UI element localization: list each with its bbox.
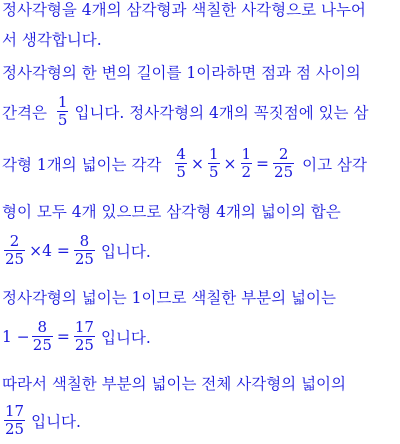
times-four-equals: ×4 = [29, 241, 70, 260]
fraction-17-25 [74, 319, 95, 354]
line4-after: 입니다. 정사각형의 4개의 꼭짓점에 있는 삼 [74, 103, 369, 122]
frac-denominator: 5 [208, 163, 219, 181]
frac-numerator: 4 [176, 145, 186, 163]
frac-denominator: 2 [241, 163, 252, 181]
frac-denominator: 25 [74, 336, 94, 354]
text-line-6: 형이 모두 4개 있으므로 삼각형 4개의 넓이의 합은 [2, 203, 341, 221]
line9-after: 입니다. [100, 328, 151, 347]
frac-numerator: 17 [74, 318, 94, 336]
text-line-7 [2, 233, 151, 268]
frac-denominator: 5 [57, 111, 68, 129]
frac-denominator: 25 [274, 163, 294, 181]
equals-sign: = [256, 154, 270, 173]
fraction-17-25 [4, 403, 25, 438]
line4-before: 간격은 [2, 103, 47, 122]
equals-sign: = [56, 327, 70, 346]
fraction-2-25 [4, 233, 25, 268]
text-line-3: 정사각형의 한 변의 길이를 1이라하면 점과 점 사이의 [2, 64, 361, 82]
frac-denominator: 5 [176, 163, 186, 181]
fraction-1-5 [57, 94, 69, 129]
frac-numerator: 1 [241, 145, 252, 163]
frac-numerator: 1 [57, 93, 68, 111]
fraction-4-5 [175, 146, 187, 181]
times-sign: × [223, 154, 237, 173]
text-line-10: 따라서 색칠한 부분의 넓이는 전체 사각형의 넓이의 [2, 375, 346, 393]
fraction-8-25 [32, 319, 53, 354]
text-line-5 [2, 146, 367, 181]
frac-denominator: 25 [5, 420, 25, 438]
frac-numerator: 1 [208, 145, 219, 163]
frac-numerator: 8 [37, 318, 48, 336]
frac-denominator: 25 [5, 250, 25, 268]
fraction-1-2 [241, 146, 253, 181]
times-sign: × [190, 154, 204, 173]
line7-after: 입니다. [100, 242, 151, 261]
line5-before: 각형 1개의 넓이는 각각 [2, 155, 162, 174]
fraction-2-25 [273, 146, 294, 181]
fraction-8-25 [74, 233, 95, 268]
text-line-2: 서 생각합니다. [2, 31, 102, 49]
frac-denominator: 25 [74, 250, 94, 268]
frac-numerator: 17 [5, 402, 25, 420]
line11-after: 입니다. [31, 412, 81, 431]
text-line-9 [2, 319, 151, 354]
text-line-11 [2, 403, 81, 438]
frac-numerator: 2 [278, 145, 289, 163]
frac-numerator: 8 [79, 232, 90, 250]
frac-denominator: 25 [32, 336, 52, 354]
text-line-4 [2, 94, 368, 129]
text-line-1: 정사각형을 4개의 삼각형과 색칠한 사각형으로 나누어 [2, 1, 366, 19]
fraction-1-5 [208, 146, 220, 181]
frac-numerator: 2 [9, 232, 20, 250]
line5-after: 이고 삼각 [302, 155, 367, 174]
one-minus: 1 − [2, 327, 30, 346]
text-line-8: 정사각형의 넓이는 1이므로 색칠한 부분의 넓이는 [2, 289, 336, 307]
